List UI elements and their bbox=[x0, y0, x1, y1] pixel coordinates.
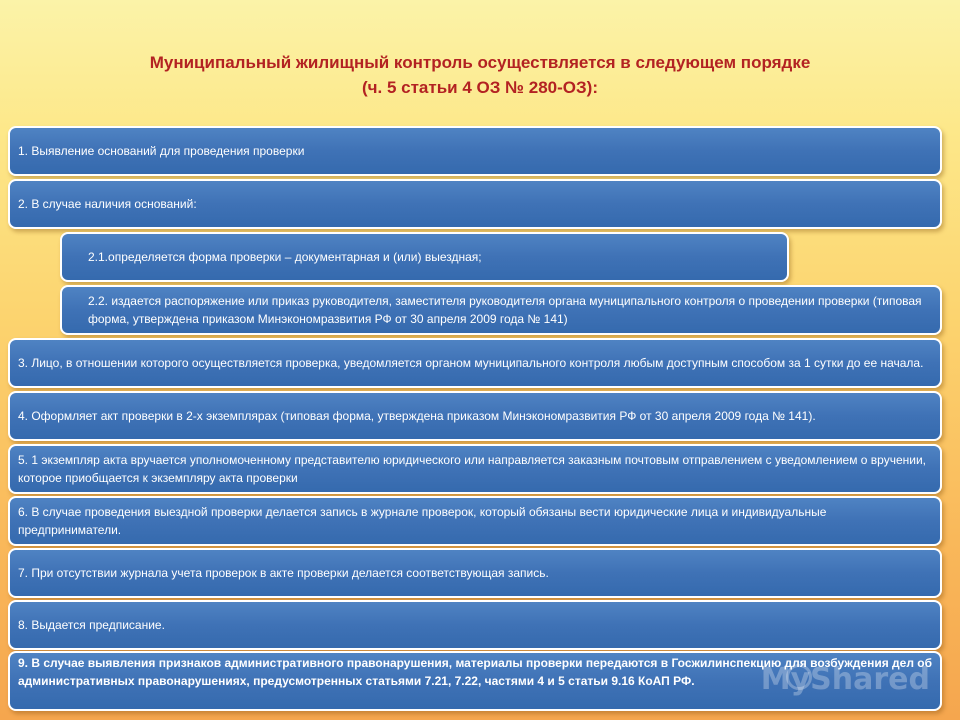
step-7-box bbox=[8, 548, 942, 598]
step-1-text: 1. Выявление оснований для проведения проверки bbox=[18, 144, 305, 158]
watermark: MyShared bbox=[760, 662, 930, 697]
title-line-1: Муниципальный жилищный контроль осуществляется в следующем порядке bbox=[149, 53, 811, 72]
page-title bbox=[0, 50, 960, 100]
step-8-box bbox=[8, 600, 942, 650]
step-2-box bbox=[8, 179, 942, 229]
step-1-box bbox=[8, 126, 942, 176]
step-4-box bbox=[8, 391, 942, 441]
step-9-text: 9. В случае выявления признаков административного правонарушения, материалы проверки передаются в Госжилинспекцию для возбуждения дел об административных правонарушениях, предусмотренных статьями 7.21, 7.22, частями 4 и 5 статьи 9.16 КоАП РФ. bbox=[18, 656, 933, 688]
title-line-2: (ч. 5 статьи 4 ОЗ № 280-ОЗ): bbox=[361, 78, 598, 97]
step-2-text: 2. В случае наличия оснований: bbox=[18, 197, 197, 211]
step-6-text: 6. В случае проведения выездной проверки делается запись в журнале проверок, который обязаны вести юридические лица и индивидуальные предприниматели. bbox=[18, 505, 827, 537]
step-2-1-text: 2.1.определяется форма проверки – документарная и (или) выездная; bbox=[88, 250, 482, 264]
step-3-box bbox=[8, 338, 942, 388]
step-2-2-box bbox=[60, 285, 942, 335]
step-3-text: 3. Лицо, в отношении которого осуществляется проверка, уведомляется органом муниципального контроля любым доступным способом за 1 сутки до ее начала. bbox=[18, 356, 924, 370]
step-5-text: 5. 1 экземпляр акта вручается уполномоченному представителю юридического или направляется заказным почтовым отправлением с уведомлением о вручении, которое приобщается к экземпляру акта проверки bbox=[18, 453, 926, 485]
step-8-text: 8. Выдается предписание. bbox=[18, 618, 165, 632]
step-2-2-text: 2.2. издается распоряжение или приказ руководителя, заместителя руководителя органа муниципального контроля о проведении проверки (типовая форма, утверждена приказом Минэкономразвития РФ от 30 апреля 2009 года № 141) bbox=[88, 294, 922, 326]
step-7-text: 7. При отсутствии журнала учета проверок в акте проверки делается соответствующая запись. bbox=[18, 566, 549, 580]
step-4-text: 4. Оформляет акт проверки в 2-х экземплярах (типовая форма, утверждена приказом Минэкономразвития РФ от 30 апреля 2009 года № 141). bbox=[18, 409, 816, 423]
step-6-box bbox=[8, 496, 942, 546]
step-2-1-box bbox=[60, 232, 789, 282]
step-5-box bbox=[8, 444, 942, 494]
